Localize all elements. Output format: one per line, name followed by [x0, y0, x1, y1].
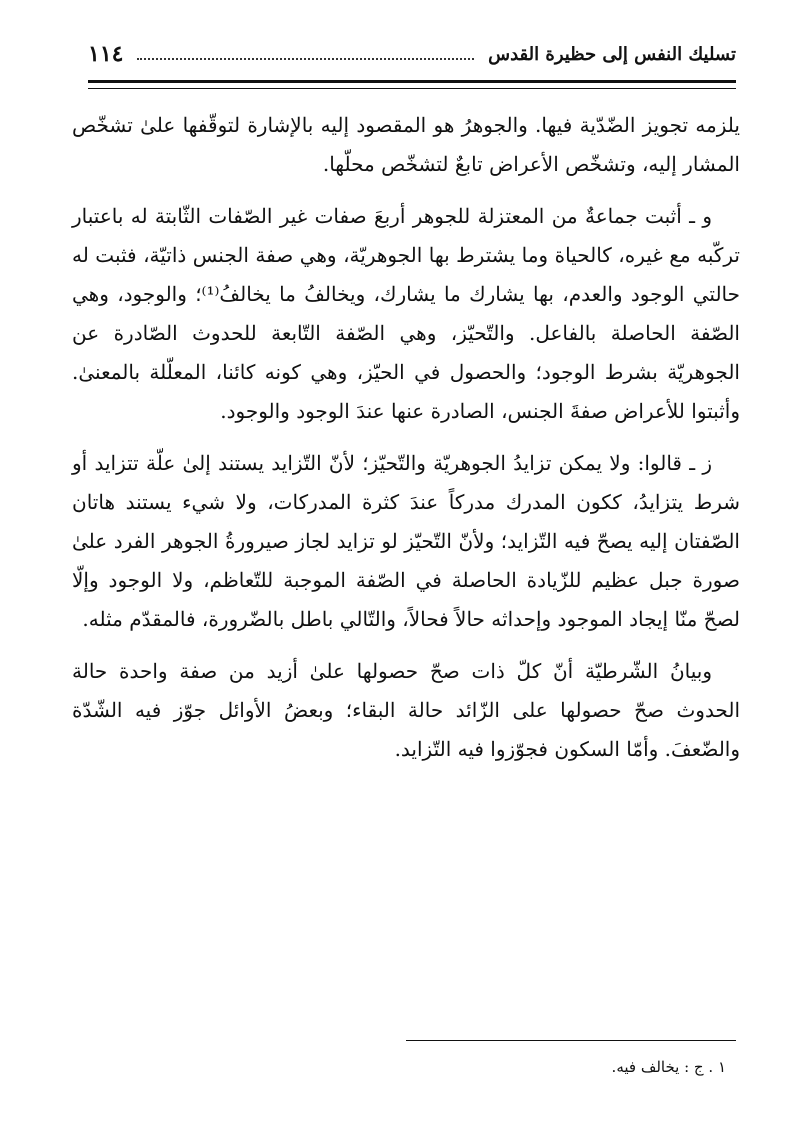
running-title: تسليك النفس إلى حظيرة القدس	[488, 43, 736, 65]
body-text	[72, 106, 740, 782]
paragraph: يلزمه تجويز الضّدّية فيها. والجوهرُ هو المقصود إليه بالإشارة لتوقّفها علىٰ تشخّص المشار إليه، وتشخّص الأعراض تابعٌ لتشخّص محلّها.	[72, 113, 740, 176]
page-header	[88, 34, 736, 74]
header-dot-leader	[137, 58, 474, 60]
page-number: ١١٤	[88, 41, 124, 67]
paragraph: ز ـ قالوا: ولا يمكن تزايدُ الجوهريّة والتّحيّز؛ لأنّ التّزايد يستند إلىٰ علّة تتزايد أو شرط يتزايدُ، ككون المدرك مدركاً عندَ كثرة المدركات، ولا شيء يستند هاتان الصّفتان إليه يصحّ فيه التّزايد؛ ولأنّ التّحيّز لو تزايد لجاز صيرورةُ الجوهر الفرد علىٰ صورة جبل عظيم للزّيادة الحاصلة في الصّفة الموجبة للتّعاظم، ولا الوجود وإلّا لصحّ منّا إيجاد الموجود وإحداثه حالاً فحالاً، والتّالي باطل بالضّرورة، فالمقدّم مثله.	[72, 451, 740, 631]
footnote: ١ . ج : يخالف فيه.	[611, 1058, 726, 1076]
footnote-separator	[406, 1040, 736, 1041]
header-rule-thick	[88, 80, 736, 83]
header-rule-thin	[88, 88, 736, 89]
paragraph: وبيانُ الشّرطيّة أنّ كلّ ذات صحّ حصولها علىٰ أزيد من صفة واحدة حالة الحدوث صحّ حصولها على الزّائد حالة البقاء؛ وبعضُ الأوائل جوّز فيه الشّدّة والضّعفَ. وأمّا السكون فجوّزوا فيه التّزايد.	[72, 659, 740, 761]
paragraph: و ـ أثبت جماعةٌ من المعتزلة للجوهر أربعَ صفات غير الصّفات الثّابتة له باعتبار تركّبه مع غيره، كالحياة وما يشترط بها الجوهريّة، وهي صفة الجنس ذاتيّة، فثبت له حالتي الوجود والعدم، بها يشارك ما يشارك، ويخالفُ ما يخالفُ⁽¹⁾؛ والوجود، وهي الصّفة الحاصلة بالفاعل. والتّحيّز، وهي الصّفة التّابعة للحدوث الصّادرة عن الجوهريّة بشرط الوجود؛ والحصول في الحيّز، وهي كونه كائنا، المعلّلة بالمعنىٰ. وأثبتوا للأعراض صفةَ الجنس، الصادرة عنها عندَ الوجود والوجود.	[72, 204, 740, 423]
